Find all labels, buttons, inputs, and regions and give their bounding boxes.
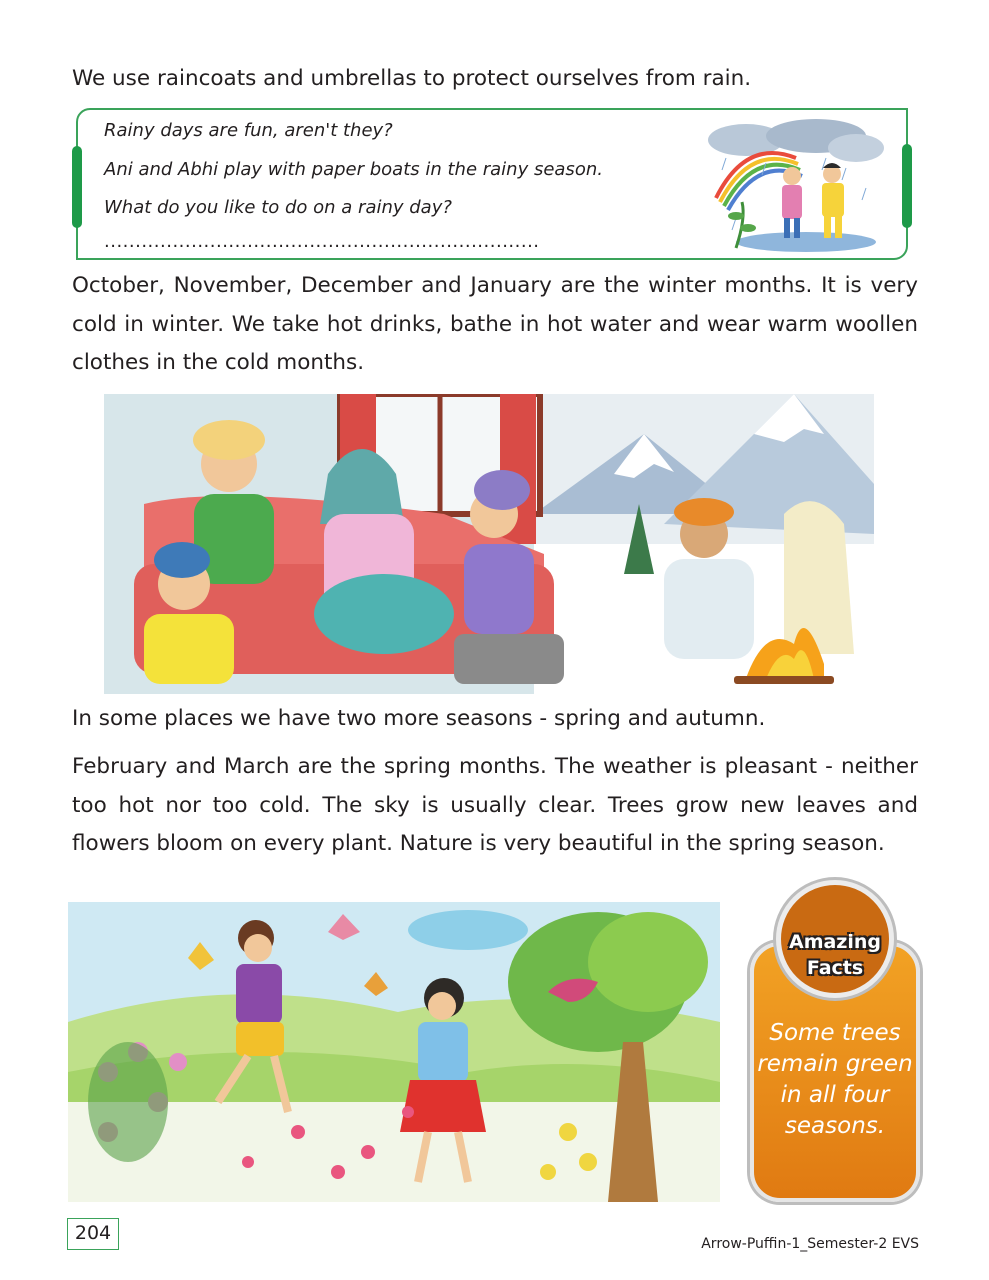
facts-badge bbox=[776, 880, 894, 998]
two-more-seasons: In some places we have two more seasons - spring and autumn. bbox=[72, 706, 766, 731]
box-accent-right bbox=[902, 144, 912, 228]
rainy-day-box bbox=[76, 108, 908, 260]
book-footer: Arrow-Puffin-1_Semester-2 EVS bbox=[701, 1236, 919, 1252]
answer-line[interactable]: ...................................................................... bbox=[104, 230, 540, 252]
page-number: 204 bbox=[67, 1218, 119, 1250]
intro-paragraph: We use raincoats and umbrellas to protect ourselves from rain. bbox=[72, 66, 752, 91]
winter-family-illustration bbox=[104, 394, 874, 694]
winter-paragraph: October, November, December and January are the winter months. It is very cold in winter. We take hot drinks, bathe in hot water and wear warm woollen clothes in the cold months. bbox=[72, 273, 918, 375]
spring-paragraph: February and March are the spring months. The weather is pleasant - neither too hot nor too cold. The sky is usually clear. Trees grow new leaves and flowers bloom on every plant. Nature is very beautiful in the spring season. bbox=[72, 754, 918, 856]
rainy-line-1: Rainy days are fun, aren't they? bbox=[104, 120, 393, 141]
box-accent-left bbox=[72, 146, 82, 228]
spring-children-illustration bbox=[68, 902, 720, 1202]
facts-title-2: Facts bbox=[806, 957, 864, 979]
facts-title-1: Amazing bbox=[788, 931, 882, 953]
rainy-line-3: What do you like to do on a rainy day? bbox=[104, 197, 452, 218]
facts-text: Some trees remain green in all four seasons. bbox=[757, 1020, 913, 1139]
amazing-facts-card bbox=[744, 876, 928, 1206]
rainy-children-illustration bbox=[706, 118, 884, 254]
rainy-line-2: Ani and Abhi play with paper boats in the rainy season. bbox=[104, 158, 603, 180]
